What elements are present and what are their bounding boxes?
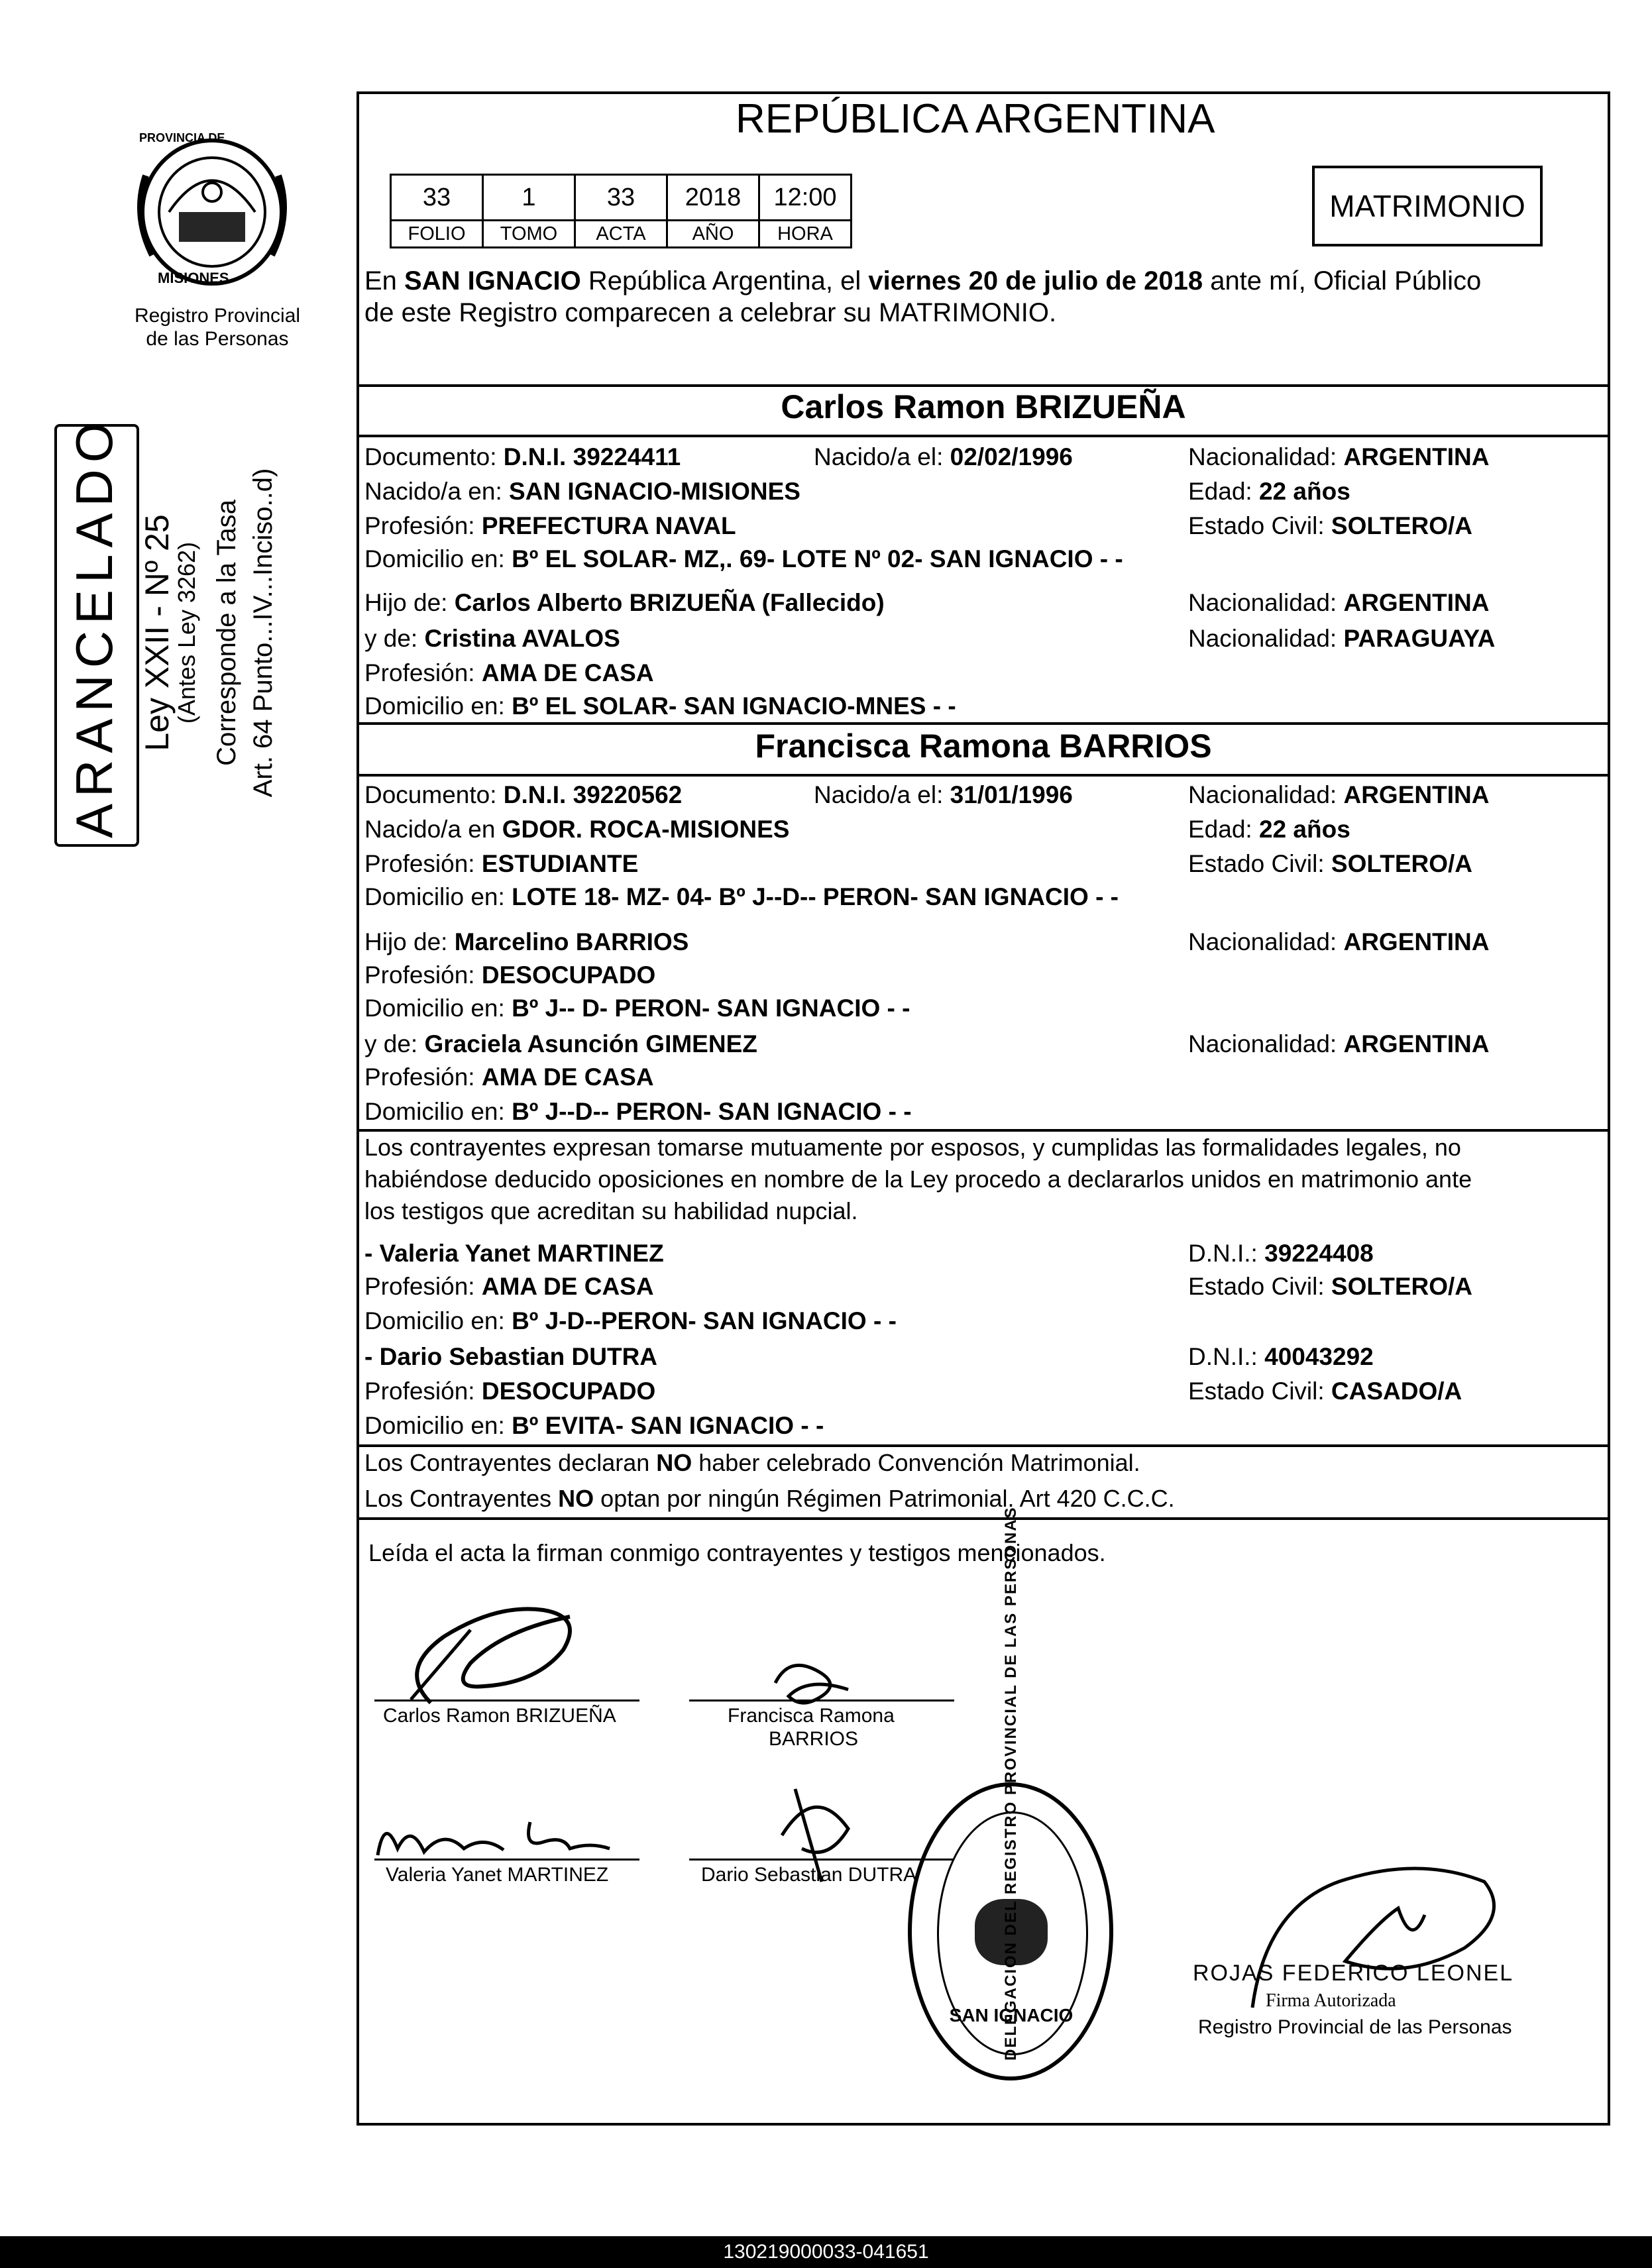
closing-statement: Leída el acta la firman conmigo contrayentes y testigos mencionados. <box>368 1539 1106 1566</box>
official-organization: Registro Provincial de las Personas <box>1198 2016 1512 2038</box>
bride-age: Edad: 22 años <box>1188 816 1350 843</box>
groom-signature-label: Carlos Ramon BRIZUEÑA <box>383 1705 616 1727</box>
groom-birth-place: Nacido/a en: SAN IGNACIO-MISIONES <box>364 478 800 505</box>
witness-2-civil-status: Estado Civil: CASADO/A <box>1188 1377 1462 1405</box>
bride-profession: Profesión: ESTUDIANTE <box>364 850 639 877</box>
bride-signature-label-1: Francisca Ramona <box>728 1705 895 1727</box>
document-code: 130219000033-041651 <box>0 2236 1652 2268</box>
register-table <box>390 174 852 248</box>
seal-text-top: PROVINCIA DE <box>139 131 225 144</box>
stamp-outer-text: DELEGACION DEL REGISTRO PROVINCIAL DE LAS PERSONAS <box>1002 1506 1020 2061</box>
bride-father-address: Domicilio en: Bº J-- D- PERON- SAN IGNACIO - - <box>364 995 910 1022</box>
divider <box>357 1517 1610 1520</box>
registry-label-1: Registro Provincial <box>134 305 301 327</box>
bride-civil-status: Estado Civil: SOLTERO/A <box>1188 850 1473 877</box>
bride-mother-address: Domicilio en: Bº J--D-- PERON- SAN IGNACIO - - <box>364 1098 912 1125</box>
bride-birth-place: Nacido/a en GDOR. ROCA-MISIONES <box>364 816 790 843</box>
bride-signature-label-2: BARRIOS <box>769 1728 859 1750</box>
witness-2-name: - Dario Sebastian DUTRA <box>364 1343 658 1370</box>
act-type-box <box>1312 166 1543 246</box>
groom-address: Domicilio en: Bº EL SOLAR- MZ,. 69- LOTE Nº 02- SAN IGNACIO - - <box>364 545 1123 572</box>
bride-mother-nationality: Nacionalidad: ARGENTINA <box>1188 1030 1490 1057</box>
official-role: Firma Autorizada <box>1266 1990 1396 2011</box>
acta-label: ACTA <box>575 221 667 248</box>
groom-civil-status: Estado Civil: SOLTERO/A <box>1188 512 1473 539</box>
folio-value: 33 <box>391 175 483 221</box>
registry-label-2: de las Personas <box>146 328 289 350</box>
declaration-line-1: Los contrayentes expresan tomarse mutuamente por esposos, y cumplidas las formalidades legales, no <box>364 1134 1461 1161</box>
divider <box>357 384 1610 387</box>
seal-text-bottom: MISIONES <box>158 270 229 286</box>
bride-father-profession: Profesión: DESOCUPADO <box>364 961 656 989</box>
groom-birth-date: Nacido/a el: 02/02/1996 <box>814 443 1073 470</box>
witness-2-dni: D.N.I.: 40043292 <box>1188 1343 1374 1370</box>
act-type: MATRIMONIO <box>1329 189 1525 223</box>
divider <box>357 435 1610 437</box>
witness-1-address: Domicilio en: Bº J-D--PERON- SAN IGNACIO - - <box>364 1307 897 1334</box>
bride-nationality: Nacionalidad: ARGENTINA <box>1188 781 1490 808</box>
bride-mother: y de: Graciela Asunción GIMENEZ <box>364 1030 757 1057</box>
groom-profession: Profesión: PREFECTURA NAVAL <box>364 512 736 539</box>
anio-value: 2018 <box>667 175 759 221</box>
regime-statement: Los Contrayentes NO optan por ningún Régimen Patrimonial. Art 420 C.C.C. <box>364 1485 1175 1512</box>
bride-name: Francisca Ramona BARRIOS <box>755 728 1212 765</box>
bride-address: Domicilio en: LOTE 18- MZ- 04- Bº J--D-- PERON- SAN IGNACIO - - <box>364 883 1119 910</box>
witness-1-civil-status: Estado Civil: SOLTERO/A <box>1188 1273 1473 1300</box>
bride-father-nationality: Nacionalidad: ARGENTINA <box>1188 928 1490 955</box>
bride-document: Documento: D.N.I. 39220562 <box>364 781 683 808</box>
page-title: REPÚBLICA ARGENTINA <box>736 96 1215 142</box>
divider <box>357 1129 1610 1132</box>
stamp-antes: (Antes Ley 3262) <box>173 541 200 724</box>
convention-statement: Los Contrayentes declaran NO haber celebrado Convención Matrimonial. <box>364 1449 1140 1476</box>
declaration-line-3: los testigos que acreditan su habilidad nupcial. <box>364 1197 858 1224</box>
divider <box>357 1444 1610 1447</box>
witness-1-profession: Profesión: AMA DE CASA <box>364 1273 654 1300</box>
witness-2-profession: Profesión: DESOCUPADO <box>364 1377 656 1405</box>
groom-name: Carlos Ramon BRIZUEÑA <box>781 388 1186 425</box>
stamp-arancelado: ARANCELADO <box>65 415 123 838</box>
bride-father: Hijo de: Marcelino BARRIOS <box>364 928 689 955</box>
anio-label: AÑO <box>667 221 759 248</box>
groom-parents-address: Domicilio en: Bº EL SOLAR- SAN IGNACIO-MNES - - <box>364 692 956 720</box>
hora-label: HORA <box>759 221 852 248</box>
stamp-ley: Ley XXII - Nº 25 <box>138 514 176 751</box>
groom-nationality: Nacionalidad: ARGENTINA <box>1188 443 1490 470</box>
witness-1-name: - Valeria Yanet MARTINEZ <box>364 1240 664 1267</box>
groom-document: Documento: D.N.I. 39224411 <box>364 443 681 470</box>
groom-father-nationality: Nacionalidad: ARGENTINA <box>1188 589 1490 616</box>
divider <box>357 774 1610 777</box>
declaration-line-2: habiéndose deducido oposiciones en nombre de la Ley procedo a declararlos unidos en matrimonio ante <box>364 1165 1472 1193</box>
witness-1-dni: D.N.I.: 39224408 <box>1188 1240 1374 1267</box>
stamp-corresponde: Corresponde a la Tasa <box>212 500 241 766</box>
groom-mother-nationality: Nacionalidad: PARAGUAYA <box>1188 625 1496 652</box>
witness-2-signature-label: Dario Sebastian DUTRA <box>701 1864 917 1886</box>
bride-mother-profession: Profesión: AMA DE CASA <box>364 1063 654 1091</box>
arancelado-stamp <box>54 415 278 841</box>
groom-signature <box>371 1590 610 1709</box>
groom-mother-profession: Profesión: AMA DE CASA <box>364 659 654 686</box>
official-name: ROJAS FEDERICO LEONEL <box>1193 1961 1514 1986</box>
groom-age: Edad: 22 años <box>1188 478 1350 505</box>
stamp-articulo: Art. 64 Punto...IV...Inciso..d) <box>248 468 278 798</box>
witness-2-address: Domicilio en: Bº EVITA- SAN IGNACIO - - <box>364 1412 824 1439</box>
intro-line-2: de este Registro comparecen a celebrar su MATRIMONIO. <box>364 298 1057 327</box>
divider <box>357 722 1610 725</box>
stamp-inner-text: SAN IGNACIO <box>949 2005 1074 2025</box>
groom-father: Hijo de: Carlos Alberto BRIZUEÑA (Fallecido) <box>364 589 885 616</box>
tomo-label: TOMO <box>483 221 575 248</box>
witness-1-signature-label: Valeria Yanet MARTINEZ <box>386 1864 609 1886</box>
acta-value: 33 <box>575 175 667 221</box>
bride-birth-date: Nacido/a el: 31/01/1996 <box>814 781 1073 808</box>
tomo-value: 1 <box>483 175 575 221</box>
intro-line-1: En SAN IGNACIO República Argentina, el viernes 20 de julio de 2018 ante mí, Oficial Público <box>364 266 1482 296</box>
folio-label: FOLIO <box>391 221 483 248</box>
hora-value: 12:00 <box>759 175 852 221</box>
official-stamp <box>908 1506 1113 2080</box>
groom-mother: y de: Cristina AVALOS <box>364 625 620 652</box>
